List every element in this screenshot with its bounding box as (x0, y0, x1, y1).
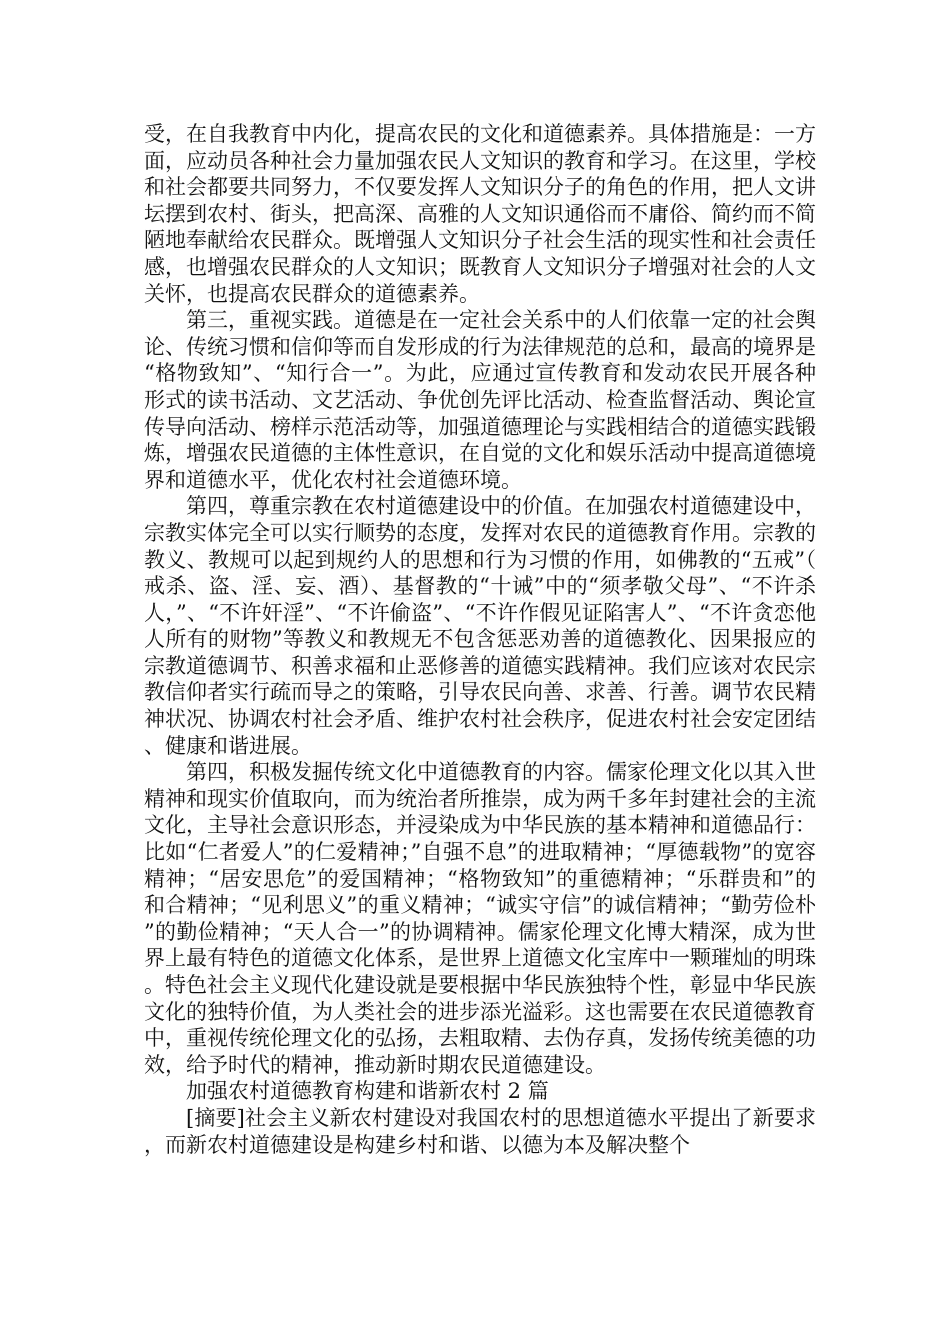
paragraph-fourth-traditional-culture: 第四，积极发掘传统文化中道德教育的内容。儒家伦理文化以其入世精神和现实价值取向，而为统治者所推崇，成为两千多年封建社会的主流文化，主导社会意识形态，并浸染成为中华民族的基本精神和道德品行：比如“仁者爱人”的仁爱精神；”自强不息”的进取精神；“厚德载物”的宽容精神；“居安思危”的爱国精神；“格物致知”的重德精神；“乐群贵和”的和合精神；“见利思义”的重义精神；“诚实守信”的诚信精神；“勤劳俭朴”的勤俭精神；“天人合一”的协调精神。儒家伦理文化博大精深，成为世界上最有特色的道德文化体系，是世界上道德文化宝库中一颗璀灿的明珠。特色社会主义现代化建设就是要根据中华民族独特个性，彰显中华民族文化的独特价值，为人类社会的进步添光溢彩。这也需要在农民道德教育中，重视传统伦理文化的弘扬，去粗取精、去伪存真，发扬传统美德的功效，给予时代的精神，推动新时期农民道德建设。 (144, 760, 816, 1077)
paragraph-fourth-religion: 第四，尊重宗教在农村道德建设中的价值。在加强农村道德建设中，宗教实体完全可以实行顺势的态度，发挥对农民的道德教育作用。宗教的教义、教规可以起到规约人的思想和行为习惯的作用，如佛教的“五戒”（戒杀、盗、淫、妄、酒）、基督教的“十诫”中的“须孝敬父母”、“不许杀人，”、“不许奸淫”、“不许偷盗”、“不许作假见证陷害人”、“不许贪恋他人所有的财物”等教义和教规无不包含惩恶劝善的道德教化、因果报应的宗教道德调节、积善求福和止恶修善的道德实践精神。我们应该对农民宗教信仰者实行疏而导之的策略，引导农民向善、求善、行善。调节农民精神状况、协调农村社会矛盾、维护农村社会秩序，促进农村社会安定团结、健康和谐进展。 (144, 494, 816, 758)
article-heading-2: 加强农村道德教育构建和谐新农村 2 篇 (186, 1079, 549, 1104)
paragraph-self-education-measures: 受，在自我教育中内化，提高农民的文化和道德素养。具体措施是：一方面，应动员各种社会力量加强农民人文知识的教育和学习。在这里，学校和社会都要共同努力，不仅要发挥人文知识分子的角色的作用，把人文讲坛摆到农村、街头，把高深、高雅的人文知识通俗而不庸俗、简约而不简陋地奉献给农民群众。既增强人文知识分子社会生活的现实性和社会责任感，也增强农民群众的人文知识；既教育人文知识分子增强对社会的人文关怀，也提高农民群众的道德素养。 (144, 122, 816, 306)
paragraph-third-practice: 第三，重视实践。道德是在一定社会关系中的人们依靠一定的社会舆论、传统习惯和信仰等而自发形成的行为法律规范的总和，最高的境界是“格物致知”、“知行合一”。为此，应通过宣传教育和发动农民开展各种形式的读书活动、文艺活动、争优创先评比活动、检查监督活动、舆论宣传导向活动、榜样示范活动等，加强道德理论与实践相结合的道德实践锻炼，增强农民道德的主体性意识，在自觉的文化和娱乐活动中提高道德境界和道德水平，优化农村社会道德环境。 (144, 308, 816, 492)
paragraph-abstract: [摘要]社会主义新农村建设对我国农村的思想道德水平提出了新要求，而新农村道德建设是构建乡村和谐、以德为本及解决整个 (144, 1105, 816, 1157)
document-body (144, 121, 816, 1158)
